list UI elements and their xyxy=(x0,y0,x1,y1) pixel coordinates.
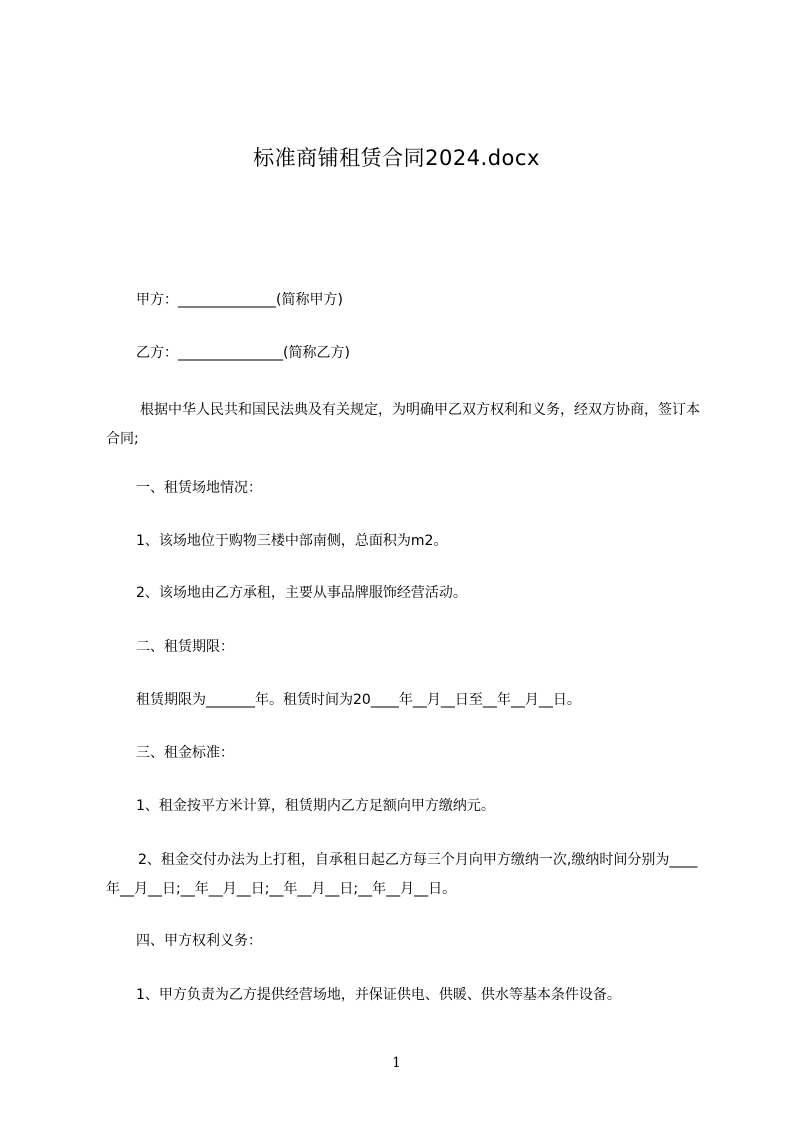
section2-text: 租赁期限为_______年。租赁时间为20____年__月__日至__年__月__日。 xyxy=(136,692,581,708)
page-number: 1 xyxy=(392,1055,401,1071)
section3-heading: 三、租金标准： xyxy=(136,745,234,761)
section1-item2: 2、该场地由乙方承租，主要从事品牌服饰经营活动。 xyxy=(136,585,467,601)
section3-item1: 1、租金按平方米计算，租赁期内乙方足额向甲方缴纳元。 xyxy=(136,798,495,814)
section1-item1: 1、该场地位于购物三楼中部南侧，总面积为m2。 xyxy=(136,533,448,549)
section4-item1: 1、甲方负责为乙方提供经营场地，并保证供电、供暖、供水等基本条件设备。 xyxy=(136,987,621,1003)
section1-heading: 一、租赁场地情况： xyxy=(136,480,262,496)
section3-item2: 2、租金交付办法为上打租，自承租日起乙方每三个月向甲方缴纳一次,缴纳时间分别为____年__月__日;__年__月__日;__年__月__日;__年__月__日。 xyxy=(106,852,698,897)
section4-heading: 四、甲方权利义务： xyxy=(136,933,262,949)
section2-heading: 二、租赁期限： xyxy=(136,639,234,655)
preamble-paragraph: 根据中华人民共和国民法典及有关规定，为明确甲乙双方权利和义务，经双方协商，签订本合同; xyxy=(106,402,700,447)
party-b-line: 乙方：_______________(简称乙方) xyxy=(136,345,350,361)
document-title: 标准商铺租赁合同2024.docx xyxy=(253,146,540,170)
party-a-line: 甲方：______________(简称甲方) xyxy=(136,292,343,308)
